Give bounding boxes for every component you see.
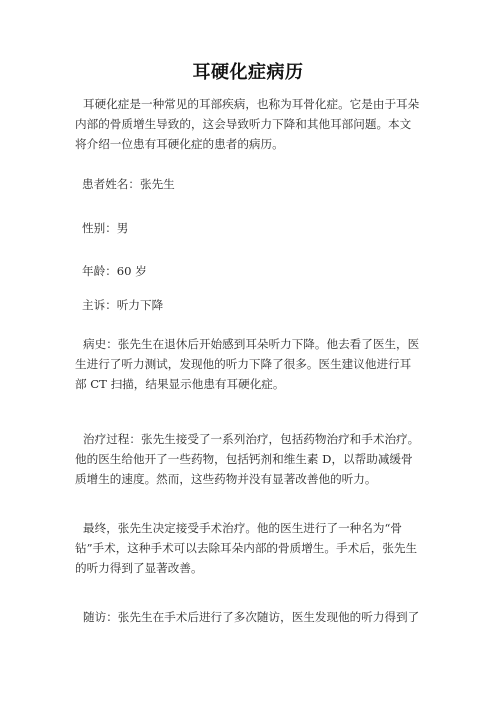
- surgery-paragraph: 最终，张先生决定接受手术治疗。他的医生进行了一种名为“骨钻”手术，这种手术可以去除耳朵内部的骨质增生。手术后，张先生的听力得到了显著改善。: [75, 521, 418, 575]
- follow-up-paragraph: 随访：张先生在手术后进行了多次随访，医生发现他的听力得到了: [83, 610, 420, 624]
- intro-paragraph: 耳硬化症是一种常见的耳部疾病，也称为耳骨化症。它是由于耳朵内部的骨质增生导致的，这会导致听力下降和其他耳部问题。本文将介绍一位患有耳硬化症的患者的病历。: [75, 97, 420, 151]
- gender-field: 性别：男: [82, 221, 129, 235]
- age-field: 年龄：60 岁: [82, 264, 147, 278]
- document-title: 耳硬化症病历: [192, 62, 304, 83]
- treatment-paragraph: 治疗过程：张先生接受了一系列治疗，包括药物治疗和手术治疗。他的医生给他开了一些药物，包括钙剂和维生素 D，以帮助减缓骨质增生的速度。然而，这些药物并没有显著改善他的听力。: [75, 432, 420, 486]
- patient-name-field: 患者姓名：张先生: [82, 177, 175, 191]
- history-paragraph: 病史：张先生在退休后开始感到耳朵听力下降。他去看了医生，医生进行了听力测试，发现他的听力下降了很多。医生建议他进行耳部 CT 扫描，结果显示他患有耳硬化症。: [75, 337, 420, 391]
- chief-complaint-field: 主诉：听力下降: [82, 298, 164, 312]
